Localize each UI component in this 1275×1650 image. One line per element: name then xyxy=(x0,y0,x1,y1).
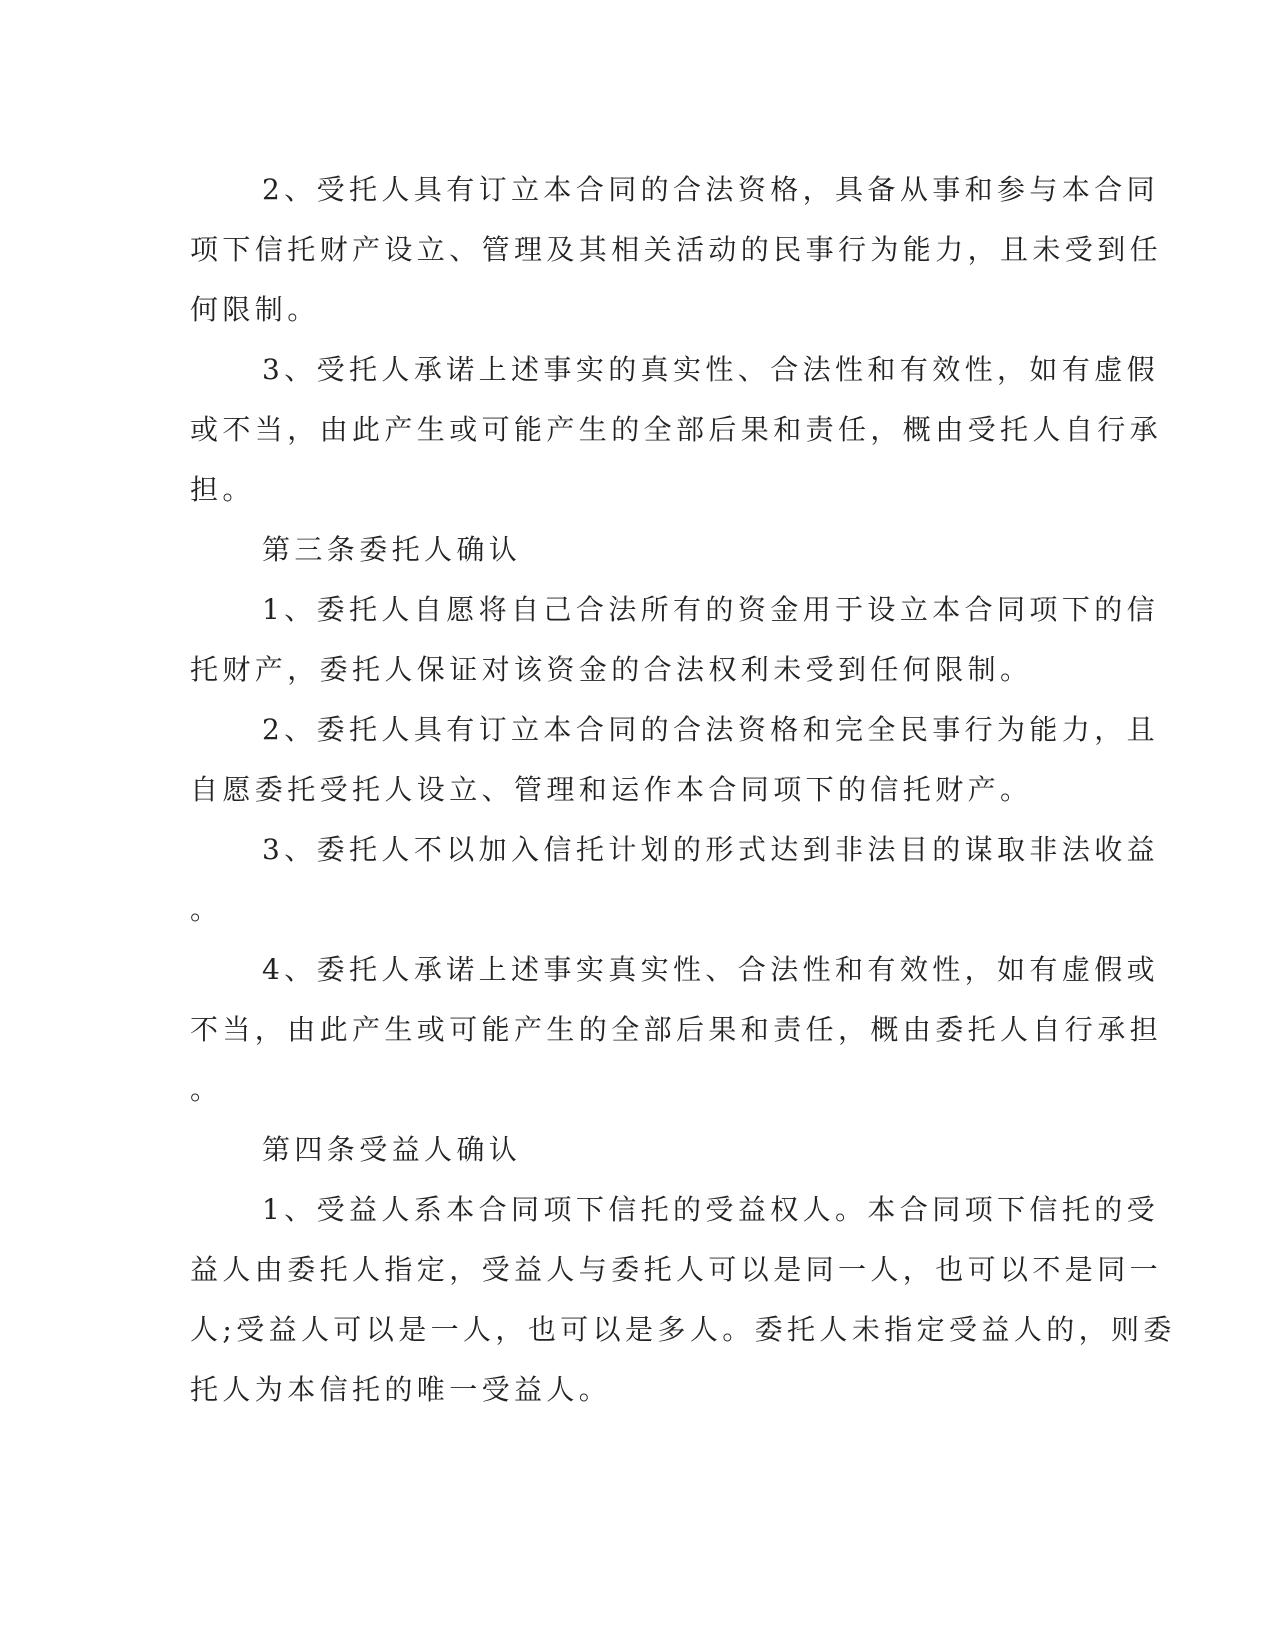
paragraph-line: 托人为本信托的唯一受益人。 xyxy=(190,1373,612,1406)
document-body xyxy=(190,160,1176,1420)
paragraph-line: 不当，由此产生或可能产生的全部后果和责任，概由委托人自行承担 xyxy=(190,1013,1163,1046)
paragraph-line: 托财产，委托人保证对该资金的合法权利未受到任何限制。 xyxy=(190,653,1033,686)
paragraph-line: 1、受益人系本合同项下信托的受益权人。本合同项下信托的受 xyxy=(262,1193,1160,1226)
paragraph-line: 3、受托人承诺上述事实的真实性、合法性和有效性，如有虚假 xyxy=(262,353,1160,386)
paragraph-line: 。 xyxy=(190,1073,223,1106)
paragraph-line: 2、委托人具有订立本合同的合法资格和完全民事行为能力，且 xyxy=(262,713,1160,746)
section-heading: 第三条委托人确认 xyxy=(262,533,522,566)
paragraph-line: 担。 xyxy=(190,473,255,506)
paragraph-line: 人;受益人可以是一人，也可以是多人。委托人未指定受益人的，则委 xyxy=(190,1313,1176,1346)
section-heading: 第四条受益人确认 xyxy=(262,1133,522,1166)
paragraph-line: 何限制。 xyxy=(190,293,320,326)
paragraph-line: 自愿委托受托人设立、管理和运作本合同项下的信托财产。 xyxy=(190,773,1033,806)
paragraph-line: 益人由委托人指定，受益人与委托人可以是同一人，也可以不是同一 xyxy=(190,1253,1163,1286)
paragraph-line: 或不当，由此产生或可能产生的全部后果和责任，概由受托人自行承 xyxy=(190,413,1163,446)
paragraph-line: 。 xyxy=(190,893,223,926)
paragraph-line: 2、受托人具有订立本合同的合法资格，具备从事和参与本合同 xyxy=(262,173,1160,206)
paragraph-line: 项下信托财产设立、管理及其相关活动的民事行为能力，且未受到任 xyxy=(190,233,1163,266)
paragraph-line: 4、委托人承诺上述事实真实性、合法性和有效性，如有虚假或 xyxy=(262,953,1160,986)
paragraph-line: 1、委托人自愿将自己合法所有的资金用于设立本合同项下的信 xyxy=(262,593,1160,626)
paragraph-line: 3、委托人不以加入信托计划的形式达到非法目的谋取非法收益 xyxy=(262,833,1160,866)
